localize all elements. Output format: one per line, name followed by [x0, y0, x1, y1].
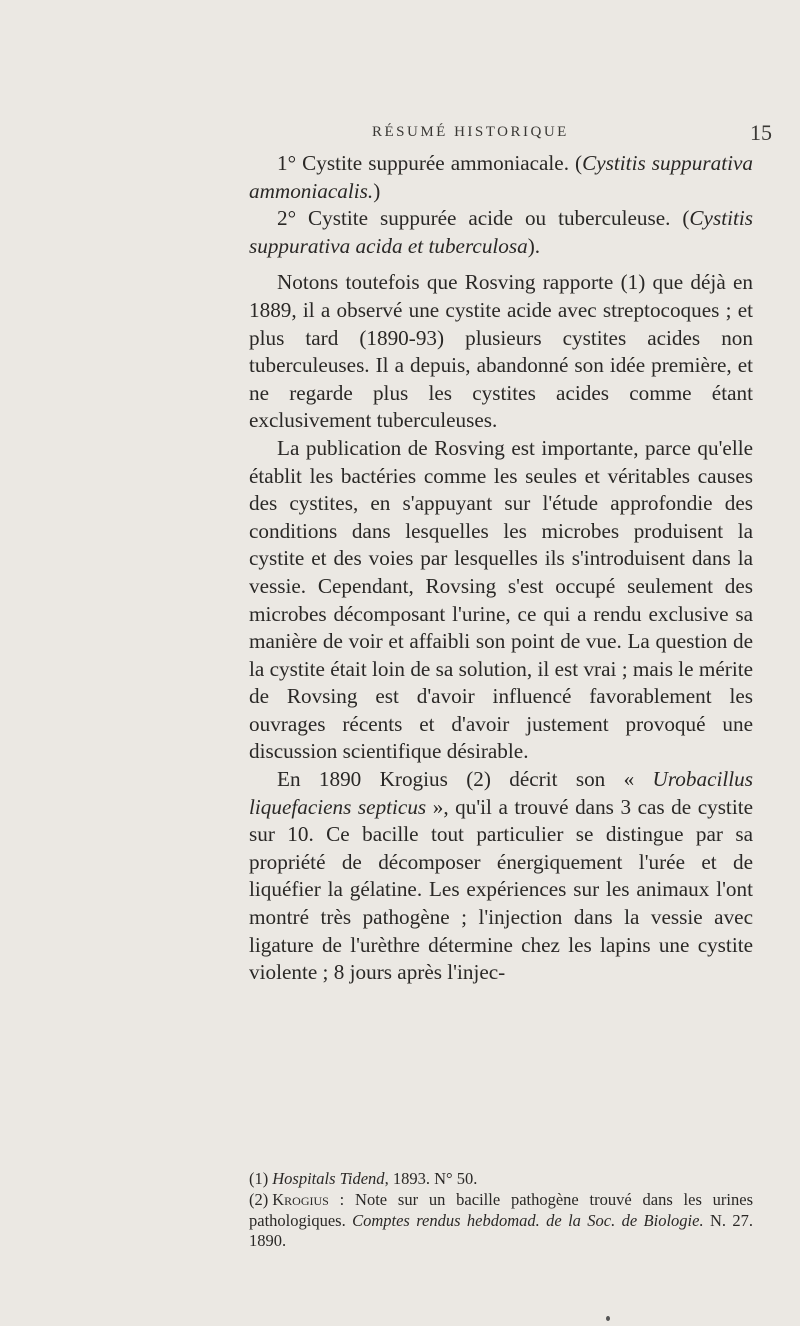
- paragraph-1: Notons toutefois que Rosving rapporte (1) que déjà en 1889, il a observé une cystite acide avec streptocoques ; et plus tard (1890-93) plusieurs cystites acides non tuberculeuses. Il a depuis, abandonné son idée première, et ne regarde plus les cystites acides comme étant exclusivement tuberculeuses.: [249, 270, 753, 433]
- footnote-2-author: Krogius: [272, 1189, 329, 1209]
- footnote-1-source: Hospitals Tidend: [272, 1169, 385, 1188]
- item-2-text: Cystite suppurée acide ou tuberculeuse. (: [296, 206, 690, 231]
- item-2-number: 2°: [277, 206, 297, 231]
- list-item-1: [249, 150, 753, 205]
- footnote-2-journal: Comptes rendus hebdomad. de la Soc. de Biologie.: [352, 1210, 704, 1230]
- running-title: RÉSUMÉ HISTORIQUE: [372, 124, 569, 140]
- paragraph-2: La publication de Rosving est importante, parce qu'elle établit les bactéries comme les seules et véritables causes des cystites, en s'appuyant sur l'étude approfondie des conditions dans lesquelles les microbes produisent la cystite et des voies par lesquelles ils s'introduisent dans la vessie. Cependant, Rovsing s'est occupé seulement des microbes décomposant l'urine, ce qui a rendu exclusive sa manière de voir et affaibli son point de vue. La question de la cystite était loin de sa solution, il est vrai ; mais le mérite de Rovsing est d'avoir influencé favorablement les ouvrages récents et d'avoir justement provoqué une discussion scientifique désirable.: [249, 435, 753, 764]
- item-1-latin: Cystitis suppurativa ammoniacalis.: [249, 151, 753, 203]
- footnote-2: [249, 1190, 753, 1252]
- footnote-1-rest: , 1893. N° 50.: [384, 1169, 478, 1188]
- paragraph-3: [249, 766, 753, 987]
- footnote-2-mark: (2): [249, 1189, 269, 1209]
- page-number: 15: [750, 120, 772, 145]
- paragraph-gap: [249, 260, 753, 269]
- footnote-1-mark: (1): [249, 1169, 269, 1188]
- footnote-1: [249, 1169, 753, 1190]
- running-header: [0, 120, 800, 150]
- paragraph-3-start: En 1890 Krogius (2) décrit son «: [277, 767, 653, 792]
- list-item-2: [249, 205, 753, 260]
- footnote-2-text: : Note sur un bacille pathogène trouvé dans les urines pathologiques.: [249, 1189, 753, 1230]
- species-name: Urobacillus liquefaciens septicus: [249, 767, 753, 819]
- item-2-close: ).: [527, 233, 541, 258]
- paragraph-3-end: », qu'il a trouvé dans 3 cas de cystite sur 10. Ce bacille tout particulier se distingue par sa propriété de décomposer énergiquement l'urée et de liquéfier la gélatine. Les expériences sur les animaux l'ont montré très pathogène ; l'injection dans la vessie avec ligature de l'urèthre détermine chez les lapins une cystite violente ; 8 jours après l'injec-: [249, 794, 753, 985]
- ink-speck: [606, 1316, 610, 1321]
- item-1-number: 1°: [277, 151, 297, 175]
- footnotes: [249, 1169, 753, 1252]
- item-1-close: ): [373, 178, 381, 203]
- item-2-latin: Cystitis suppurativa acida et tuberculosa: [249, 206, 753, 258]
- footnote-2-rest: N. 27. 1890.: [249, 1210, 753, 1251]
- main-text: [249, 150, 753, 987]
- item-1-text: Cystite suppurée ammoniacale. (: [296, 151, 583, 175]
